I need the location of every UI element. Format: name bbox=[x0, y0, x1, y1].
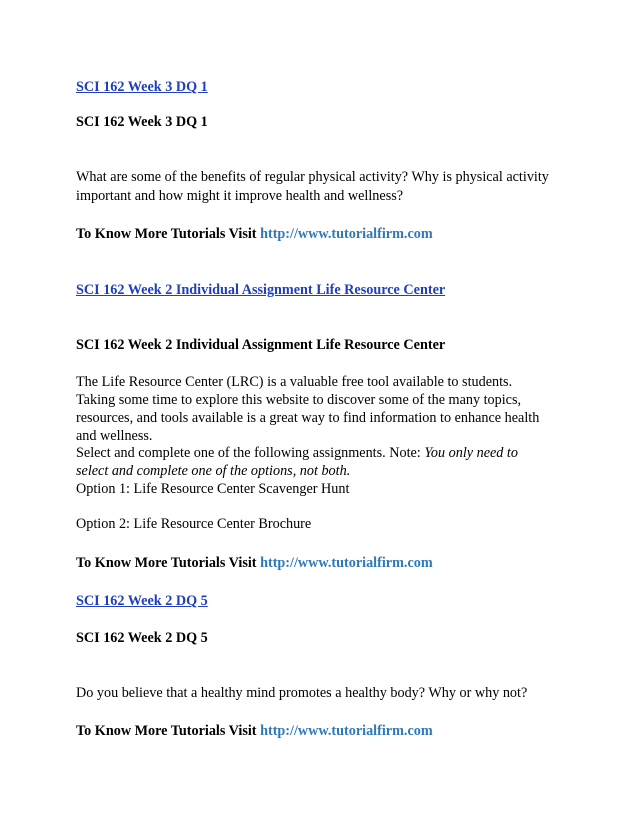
section-2-promo-text: To Know More Tutorials Visit bbox=[76, 555, 261, 571]
section-2-title-link[interactable] bbox=[76, 281, 445, 299]
section-3-body-line-1: Do you believe that a healthy mind promotes a healthy body? Why or why not? bbox=[76, 685, 528, 701]
section-2-heading: SCI 162 Week 2 Individual Assignment Life Resource Center bbox=[76, 337, 446, 353]
section-3-title-link-text[interactable]: SCI 162 Week 2 DQ 5 bbox=[76, 593, 208, 609]
section-1-heading: SCI 162 Week 3 DQ 1 bbox=[76, 114, 208, 130]
section-1-body-line-1: What are some of the benefits of regular physical activity? Why is physical activity bbox=[76, 169, 549, 185]
section-3-title-link[interactable] bbox=[76, 592, 208, 610]
section-3-promo-url-link[interactable]: http://www.tutorialfirm.com bbox=[260, 723, 433, 739]
section-2-instruction-line-1 bbox=[76, 444, 518, 462]
section-2-title-link-text[interactable]: SCI 162 Week 2 Individual Assignment Life Resource Center bbox=[76, 282, 446, 298]
section-1-promo-url-link[interactable]: http://www.tutorialfirm.com bbox=[260, 226, 433, 242]
section-2-option-2: Option 2: Life Resource Center Brochure bbox=[76, 516, 312, 532]
section-3-promo bbox=[76, 722, 433, 740]
section-2-option-1: Option 1: Life Resource Center Scavenger Hunt bbox=[76, 481, 350, 497]
section-3-promo-text: To Know More Tutorials Visit bbox=[76, 723, 261, 739]
section-2-promo bbox=[76, 554, 433, 572]
section-3-heading: SCI 162 Week 2 DQ 5 bbox=[76, 630, 208, 646]
section-2-body-line-1: The Life Resource Center (LRC) is a valuable free tool available to students. bbox=[76, 374, 513, 390]
section-2-body-line-4: and wellness. bbox=[76, 428, 153, 444]
section-1-body-line-2: important and how might it improve health and wellness? bbox=[76, 188, 404, 204]
section-2-instruction-line-2: select and complete one of the options, not both. bbox=[76, 463, 351, 479]
section-2-instruction-prefix: Select and complete one of the following assignments. Note: bbox=[76, 445, 425, 461]
section-2-body-line-3: resources, and tools available is a great way to find information to enhance health bbox=[76, 410, 540, 426]
section-1-promo bbox=[76, 225, 433, 243]
section-2-instruction-italic-1: You only need to bbox=[424, 445, 518, 461]
section-2-promo-url-link[interactable]: http://www.tutorialfirm.com bbox=[260, 555, 433, 571]
section-1-title-link[interactable] bbox=[76, 78, 208, 96]
section-1-title-link-text[interactable]: SCI 162 Week 3 DQ 1 bbox=[76, 79, 208, 95]
section-1-promo-text: To Know More Tutorials Visit bbox=[76, 226, 261, 242]
section-2-body-line-2: Taking some time to explore this website to discover some of the many topics, bbox=[76, 392, 522, 408]
